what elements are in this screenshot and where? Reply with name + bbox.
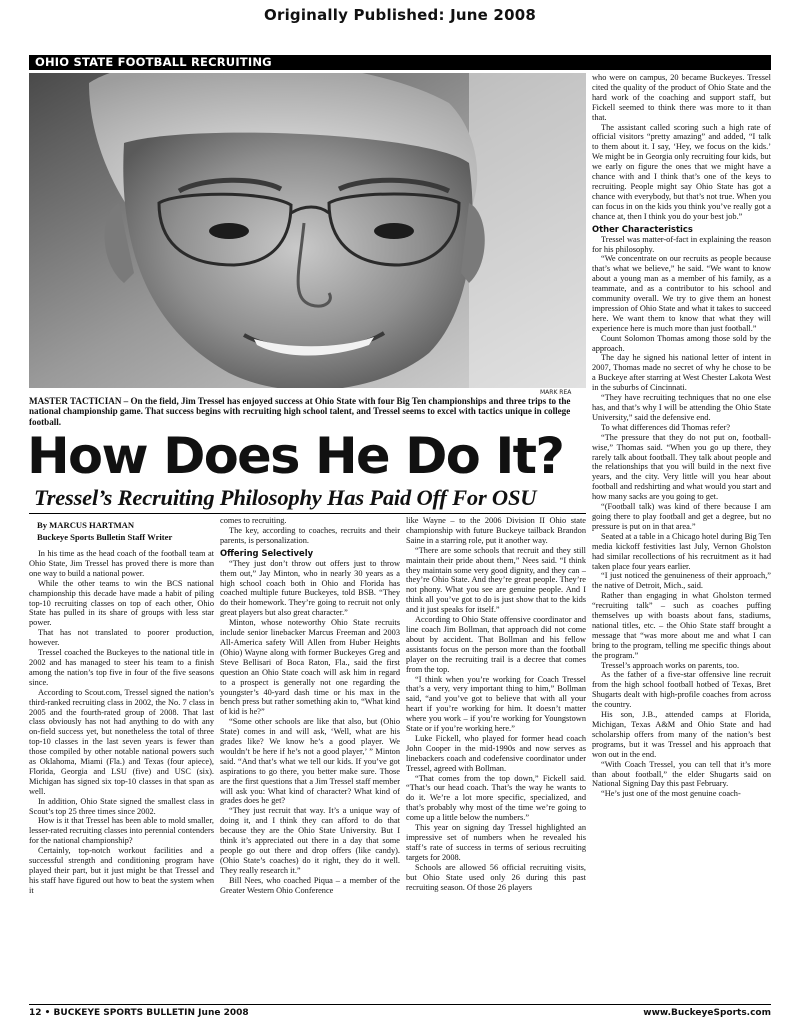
paragraph: “There are some schools that recruit and they still maintain their pride about them,” Nees said. “I think they maintain some very good dignity, and they can – they’re Ohio State. And they’re great people. They’re not phony. What you see are genuine people. And I think all you’ve got to do is just show that to the kids and it just speaks for itself.” <box>406 545 586 615</box>
paragraph: To what differences did Thomas refer? <box>601 422 731 432</box>
paragraph: Certainly, top-notch workout facilities and a successful strength and conditioning program have played their part, but it just might be that Tressel and his staff have figured out how to beat the system when it <box>29 846 214 895</box>
paragraph: As the father of a five-star offensive line recruit from the high school football hotbed of Texas, Bret Shugarts dealt with high-profile coaches from across the country. <box>592 670 771 710</box>
paragraph: Schools are allowed 56 official recruiting visits, but Ohio State used only 26 during this past recruiting season. Of those 26 players <box>406 862 586 892</box>
paragraph: Tressel was matter-of-fact in explaining the reason for his philosophy. <box>592 234 771 254</box>
paragraph: The key, according to coaches, recruits and their parents, is personalization. <box>220 525 400 545</box>
article-column-4 <box>592 73 771 1002</box>
headline: How Does He Do It? <box>27 427 564 485</box>
paragraph: Tressel coached the Buckeyes to the national title in 2002 and has managed to steer his team to a finish among the nation’s top five in four of the five seasons since. <box>29 648 214 687</box>
paragraph: Count Solomon Thomas among those sold by the approach. <box>592 333 771 353</box>
byline-role: Buckeye Sports Bulletin Staff Writer <box>37 531 173 542</box>
paragraph: The assistant called scoring such a high rate of official visitors “pretty amazing” and added, “I talk to them about it. I say, ‘Hey, we focus on the kids.’ We might be in Georgia only recruiting four kids, but we early on figure the ones that we might have a chance with and I think that’s one of the keys to recruiting. People might say Ohio State has got a chance with everybody, but that’s not true. When you can focus in on the kids you think you’ve really got a chance at, then I think you do your best job.” <box>592 122 771 221</box>
paragraph: “I just noticed the genuineness of their approach,” the native of Detroit, Mich., said. <box>592 571 771 591</box>
paragraph: Seated at a table in a Chicago hotel during Big Ten media kickoff festivities last July, Vernon Gholston had similar recollections of his recruitment as it had taken place four years earlier. <box>592 531 771 571</box>
byline-author: By MARCUS HARTMAN <box>37 520 135 530</box>
paragraph: “With Coach Tressel, you can tell that it’s more than about football,” the elder Shugarts said on National Signing Day this past February. <box>592 759 771 789</box>
coach-photo <box>29 73 586 388</box>
paragraph: comes to recruiting. <box>220 516 287 525</box>
paragraph: “Some other schools are like that also, but (Ohio State) comes in and will ask, ‘Well, what are his grades like? We know he’s a good player. We wouldn’t be here if he’s not a good player,’ ” Minton said. “And that’s what we tell our kids. If you’ve got aspirations to go there, you better make sure. Those are the first questions that a Jim Tressel staff member will ask you: What kind of character? What kind of grades does he get? <box>220 717 400 806</box>
paragraph: “They just don’t throw out offers just to throw them out,” Jay Minton, who in nearly 30 years as a high school coach both in Ohio and Florida has coached multiple future Buckeyes, told BSB. “They do their homework. They’re going to recruit not only great players but also great character.” <box>220 558 400 618</box>
paragraph: The day he signed his national letter of intent in 2007, Thomas made no secret of why he chose to be a Buckeye after starring at West Chester Lakota West in the suburbs of Cincinnati. <box>592 353 771 393</box>
footer-website-link[interactable]: www.BuckeyeSports.com <box>643 1008 771 1018</box>
paragraph: This year on signing day Tressel highlighted an impressive set of numbers when he revealed his staff’s rate of success in terms of serious recruiting targets for 2008. <box>406 823 586 862</box>
paragraph: According to Ohio State offensive coordinator and line coach Jim Bollman, that approach did not come about by accident. That Bollman and his fellow assistants focus on the person more than the football player on the recruiting trail is a decree that comes from the top. <box>406 615 586 674</box>
paragraph: “(Football talk) was kind of there because I am going there to play football and get a degree, but no pressure is put on in that area.” <box>592 502 771 531</box>
paragraph: In his time as the head coach of the football team at Ohio State, Jim Tressel has proved there is more than one way to build a national power. <box>29 549 214 578</box>
section-subhead-offering: Offering Selectively <box>220 547 314 558</box>
paragraph: That has not translated to poorer production, however. <box>29 628 214 648</box>
paragraph: Minton, whose noteworthy Ohio State recruits include senior linebacker Marcus Freeman and 2003 All-America safety Will Allen from Huber Heights (Ohio) Wayne along with former Buckeyes Greg and Steve Bellisari of Boca Raton, Fla., said the first question an Ohio State coach will ask him in regard to a prospect is generally not one regarding the youngster’s 40-yard dash time or his max in the bench press but rather something akin to, “What kind of kid is he?” <box>220 618 400 717</box>
paragraph: “I think when you’re working for Coach Tressel that’s a very, very important thing to him,” Bollman said, “and you’ve got to believe that with all your heart if you’re working for him. It doesn’t matter where you work – if you’re working for Youngstown State or if you’re working here.” <box>406 674 586 734</box>
footer-page-info: 12 • BUCKEYE SPORTS BULLETIN June 2008 <box>29 1008 249 1018</box>
headline-rule <box>29 513 586 514</box>
paragraph: like Wayne – to the 2006 Division II Ohio state championship with future Buckeye tailback Brandon Saine in a starring role, put it another way. <box>406 516 586 545</box>
coach-portrait-illustration <box>29 73 586 388</box>
paragraph: Rather than engaging in what Gholston termed “recruiting talk” – such as coaches puffing themselves up with boasts about fans, stadiums, national titles, etc. – the Ohio State staff brought a message that “was more about me and what I can bring to the program, telling me specific things about the program.” <box>592 591 771 660</box>
paragraph: “That comes from the top down,” Fickell said. “That’s our head coach. That’s the way he wants to do it. We’re a lot more specific, specialized, and that’s probably why most of the time we’re going to come up a little below the numbers.” <box>406 773 586 823</box>
paragraph: In addition, Ohio State signed the smallest class in Scout’s top 25 three times since 2002. <box>29 796 214 816</box>
subheadline: Tressel’s Recruiting Philosophy Has Paid Off For OSU <box>34 485 537 510</box>
photo-credit: MARK REA <box>540 389 572 396</box>
paragraph: “We concentrate on our recruits as people because that’s what we believe,” he said. “We want to know about a young man as a member of his family, as a teammate, and as a contributor to his school and community overall. We try to give them an honest impression of Ohio State and what it takes to succeed here. We want them to know that what they will experience here is much more than just football.” <box>592 254 771 333</box>
section-subhead-other: Other Characteristics <box>592 223 693 234</box>
paragraph: According to Scout.com, Tressel signed the nation’s third-ranked recruiting class in 2002, the No. 7 class in 2005 and the fourth-rated group of 2008. That last class obviously has not had anything to do with any on-field success yet, but nonetheless the total of three top-10 classes in the last seven years is fewer than those compiled by other notable national powers such as Oklahoma, Miami (Fla.) and Texas (four apiece), Florida, Georgia and LSU (five) and USC (six). Michigan has signed six top-10 classes in that span as well. <box>29 687 214 796</box>
paragraph: “They just recruit that way. It’s a unique way of doing it, and I think they can afford to do that because they are the Ohio State University. But I think it’s appreciated out there in a day that some people go out there and drop offers (like candy). (Ohio State’s coaches) do it right, they do it well. They really research it.” <box>220 806 400 875</box>
paragraph: Tressel’s approach works on parents, too. <box>601 660 740 670</box>
photo-caption: MASTER TACTICIAN – On the field, Jim Tressel has enjoyed success at Ohio State with four Big Ten championships and three trips to the national championship game. That success begins with recruiting high school talent, and Tressel seems to excel with tactics unique in college football. <box>29 396 571 427</box>
article-column-2 <box>220 516 400 1002</box>
paragraph: “They have recruiting techniques that no one else has, and that’s why I will be attending the Ohio State University,” said the defensive end. <box>592 393 771 422</box>
paragraph: “He’s just one of the most genuine coach- <box>601 789 741 799</box>
paragraph: His son, J.B., attended camps at Florida, Michigan, Texas A&M and Ohio State and had scholarship offers from many of the nation’s best programs, but it was Tressel and his approach that won out in the end. <box>592 710 771 759</box>
article-column-3 <box>406 516 586 1002</box>
paragraph: While the other teams to win the BCS national championship this decade have made a habit of piling top-10 recruiting classes on top of each other, Ohio State has pulled in its share of groups with less star power. <box>29 578 214 628</box>
footer-rule <box>29 1004 771 1005</box>
paragraph: Luke Fickell, who played for former head coach John Cooper in the mid-1990s and now serves as linebackers coach and codefensive coordinator under Tressel, agreed with Bollman. <box>406 733 586 773</box>
byline <box>29 520 214 543</box>
section-banner: OHIO STATE FOOTBALL RECRUITING <box>29 55 771 70</box>
paragraph: Bill Nees, who coached Piqua – a member of the Greater Western Ohio Conference <box>220 875 400 895</box>
paragraph: “The pressure that they do not put on, football-wise,” Thomas said. “When you go up there, they rarely talk about football. They talk about people and the relationships that you will build in the next five years, and the city. Very little will you hear about football and redshirting and what would you start and how many sacks are you going to get. <box>592 432 771 502</box>
original-publication-note: Originally Published: June 2008 <box>264 6 536 24</box>
paragraph: who were on campus, 20 became Buckeyes. Tressel cited the quality of the product of Ohio State and the hard work of the coaching and support staff, but Fickell seemed to think there was more to it than that. <box>592 73 771 122</box>
paragraph: How is it that Tressel has been able to mold smaller, lesser-rated recruiting classes into perennial contenders for the national championship? <box>29 816 214 846</box>
article-column-1 <box>29 516 214 1002</box>
